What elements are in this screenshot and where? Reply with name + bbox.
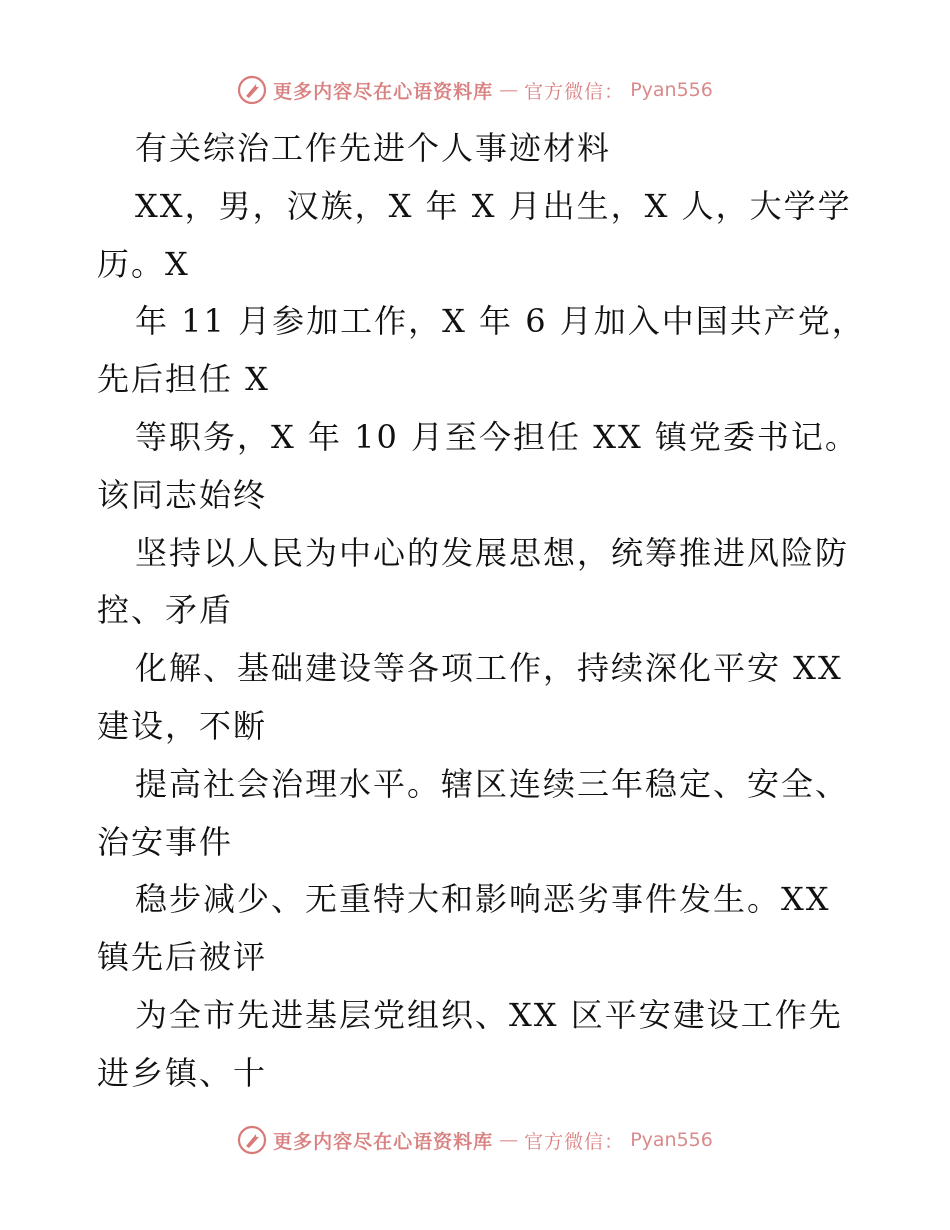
watermark-wechat-id: Pyan556 bbox=[630, 79, 713, 101]
document-line: XX，男，汉族，X 年 X 月出生，X 人，大学学 bbox=[135, 186, 852, 225]
watermark-main-text: 更多内容尽在心语资料库 bbox=[273, 80, 494, 103]
document-line: 提高社会治理水平。辖区连续三年稳定、安全、 bbox=[135, 764, 850, 803]
document-title: 有关综治工作先进个人事迹材料 bbox=[135, 129, 612, 167]
document-line: 镇先后被评 bbox=[97, 938, 268, 977]
document-line: 进乡镇、十 bbox=[97, 1053, 268, 1092]
watermark-wechat-label: 官方微信： bbox=[524, 1130, 625, 1153]
watermark-dash: — bbox=[499, 1129, 519, 1151]
header-watermark bbox=[0, 70, 950, 110]
document-line: 年 11 月参加工作，X 年 6 月加入中国共产党， bbox=[135, 302, 866, 341]
document-line: 化解、基础建设等各项工作，持续深化平安 XX bbox=[135, 649, 843, 688]
footer-watermark bbox=[0, 1120, 950, 1160]
watermark-wechat-id: Pyan556 bbox=[630, 1129, 713, 1151]
document-line: 先后担任 X bbox=[97, 360, 270, 399]
watermark-dash: — bbox=[499, 79, 519, 101]
document-body bbox=[97, 120, 877, 1103]
document-line: 等职务，X 年 10 月至今担任 XX 镇党委书记。 bbox=[135, 417, 859, 456]
pen-nib-logo-icon bbox=[237, 75, 267, 105]
watermark-wechat-label: 官方微信： bbox=[524, 80, 625, 103]
document-line: 稳步减少、无重特大和影响恶劣事件发生。XX bbox=[135, 880, 831, 919]
document-line: 该同志始终 bbox=[97, 475, 268, 514]
document-line: 建设，不断 bbox=[97, 706, 268, 745]
watermark-main-text: 更多内容尽在心语资料库 bbox=[273, 1130, 494, 1153]
pen-nib-logo-icon bbox=[237, 1125, 267, 1155]
document-line: 历。X bbox=[97, 244, 190, 283]
document-line: 治安事件 bbox=[97, 822, 234, 861]
document-line: 控、矛盾 bbox=[97, 591, 234, 630]
document-line: 坚持以人民为中心的发展思想，统筹推进风险防 bbox=[135, 533, 850, 572]
document-line: 为全市先进基层党组织、XX 区平安建设工作先 bbox=[135, 995, 843, 1034]
